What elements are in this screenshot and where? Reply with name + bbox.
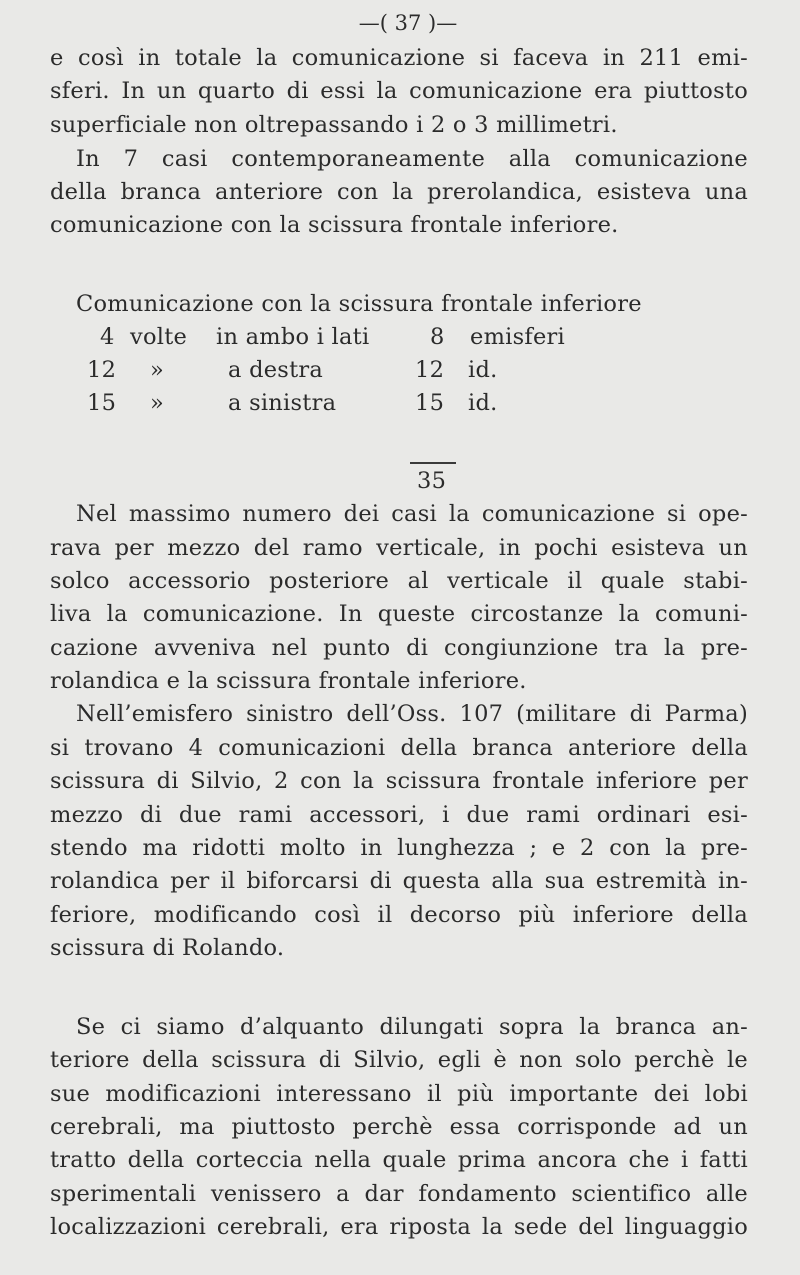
text-line: solco accessorio posteriore al verticale il quale stabi- — [50, 568, 748, 594]
page-number-header: —( 37 )— — [358, 11, 458, 35]
table-cell-mark: » — [150, 390, 165, 416]
text-line: scissura di Silvio, 2 con la scissura frontale inferiore per — [50, 768, 748, 794]
table-cell-mark: » — [150, 357, 165, 383]
table-cell-count: 12 — [87, 357, 117, 383]
text-line: e così in totale la comunicazione si faceva in 211 emi- — [50, 45, 748, 71]
text-line: sferi. In un quarto di essi la comunicazione era piuttosto — [50, 78, 748, 104]
table-cell-side: in ambo i lati — [216, 324, 370, 350]
table-cell-side: a sinistra — [228, 390, 337, 416]
text-line: rolandica per il biforcarsi di questa alla sua estremità in- — [50, 868, 748, 894]
text-line: superficiale non oltrepassando i 2 o 3 millimetri. — [50, 112, 618, 138]
text-line: sperimentali venissero a dar fondamento scientifico alle — [50, 1181, 748, 1207]
sum-rule — [410, 462, 456, 464]
table-total: 35 — [417, 468, 447, 494]
text-line: teriore della scissura di Silvio, egli è non solo perchè le — [50, 1047, 748, 1073]
text-line: Nel massimo numero dei casi la comunicazione si ope- — [76, 501, 748, 527]
text-line: Se ci siamo d’alquanto dilungati sopra la branca an- — [76, 1014, 748, 1040]
table-cell-mark: volte — [130, 324, 188, 350]
table-cell-count: 15 — [87, 390, 117, 416]
table-cell-unit: emisferi — [470, 324, 565, 350]
text-line: rava per mezzo del ramo verticale, in pochi esisteva un — [50, 535, 748, 561]
text-line: feriore, modificando così il decorso più inferiore della — [50, 902, 748, 928]
text-line: sue modificazioni interessano il più importante dei lobi — [50, 1081, 748, 1107]
text-line: Nell’emisfero sinistro dell’Oss. 107 (militare di Parma) — [76, 701, 748, 727]
text-line: localizzazioni cerebrali, era riposta la sede del linguaggio — [50, 1214, 748, 1240]
table-cell-unit: id. — [468, 357, 498, 383]
text-line: cazione avveniva nel punto di congiunzione tra la pre- — [50, 635, 748, 661]
text-line: rolandica e la scissura frontale inferiore. — [50, 668, 527, 694]
text-line: della branca anteriore con la prerolandica, esisteva una — [50, 179, 748, 205]
text-line: scissura di Rolando. — [50, 935, 285, 961]
text-line: In 7 casi contemporaneamente alla comunicazione — [76, 146, 748, 172]
text-line: stendo ma ridotti molto in lunghezza ; e 2 con la pre- — [50, 835, 748, 861]
table-cell-num: 15 — [415, 390, 445, 416]
table-cell-unit: id. — [468, 390, 498, 416]
text-line: tratto della corteccia nella quale prima ancora che i fatti — [50, 1147, 748, 1173]
table-cell-num: 8 — [430, 324, 445, 350]
table-cell-num: 12 — [415, 357, 445, 383]
text-line: cerebrali, ma piuttosto perchè essa corrisponde ad un — [50, 1114, 748, 1140]
text-line: liva la comunicazione. In queste circostanze la comuni- — [50, 601, 748, 627]
table-cell-side: a destra — [228, 357, 324, 383]
table-cell-count: 4 — [100, 324, 115, 350]
text-line: comunicazione con la scissura frontale inferiore. — [50, 212, 619, 238]
text-line: mezzo di due rami accessori, i due rami ordinari esi- — [50, 802, 748, 828]
text-line: si trovano 4 comunicazioni della branca anteriore della — [50, 735, 748, 761]
table-heading: Comunicazione con la scissura frontale inferiore — [76, 291, 642, 317]
